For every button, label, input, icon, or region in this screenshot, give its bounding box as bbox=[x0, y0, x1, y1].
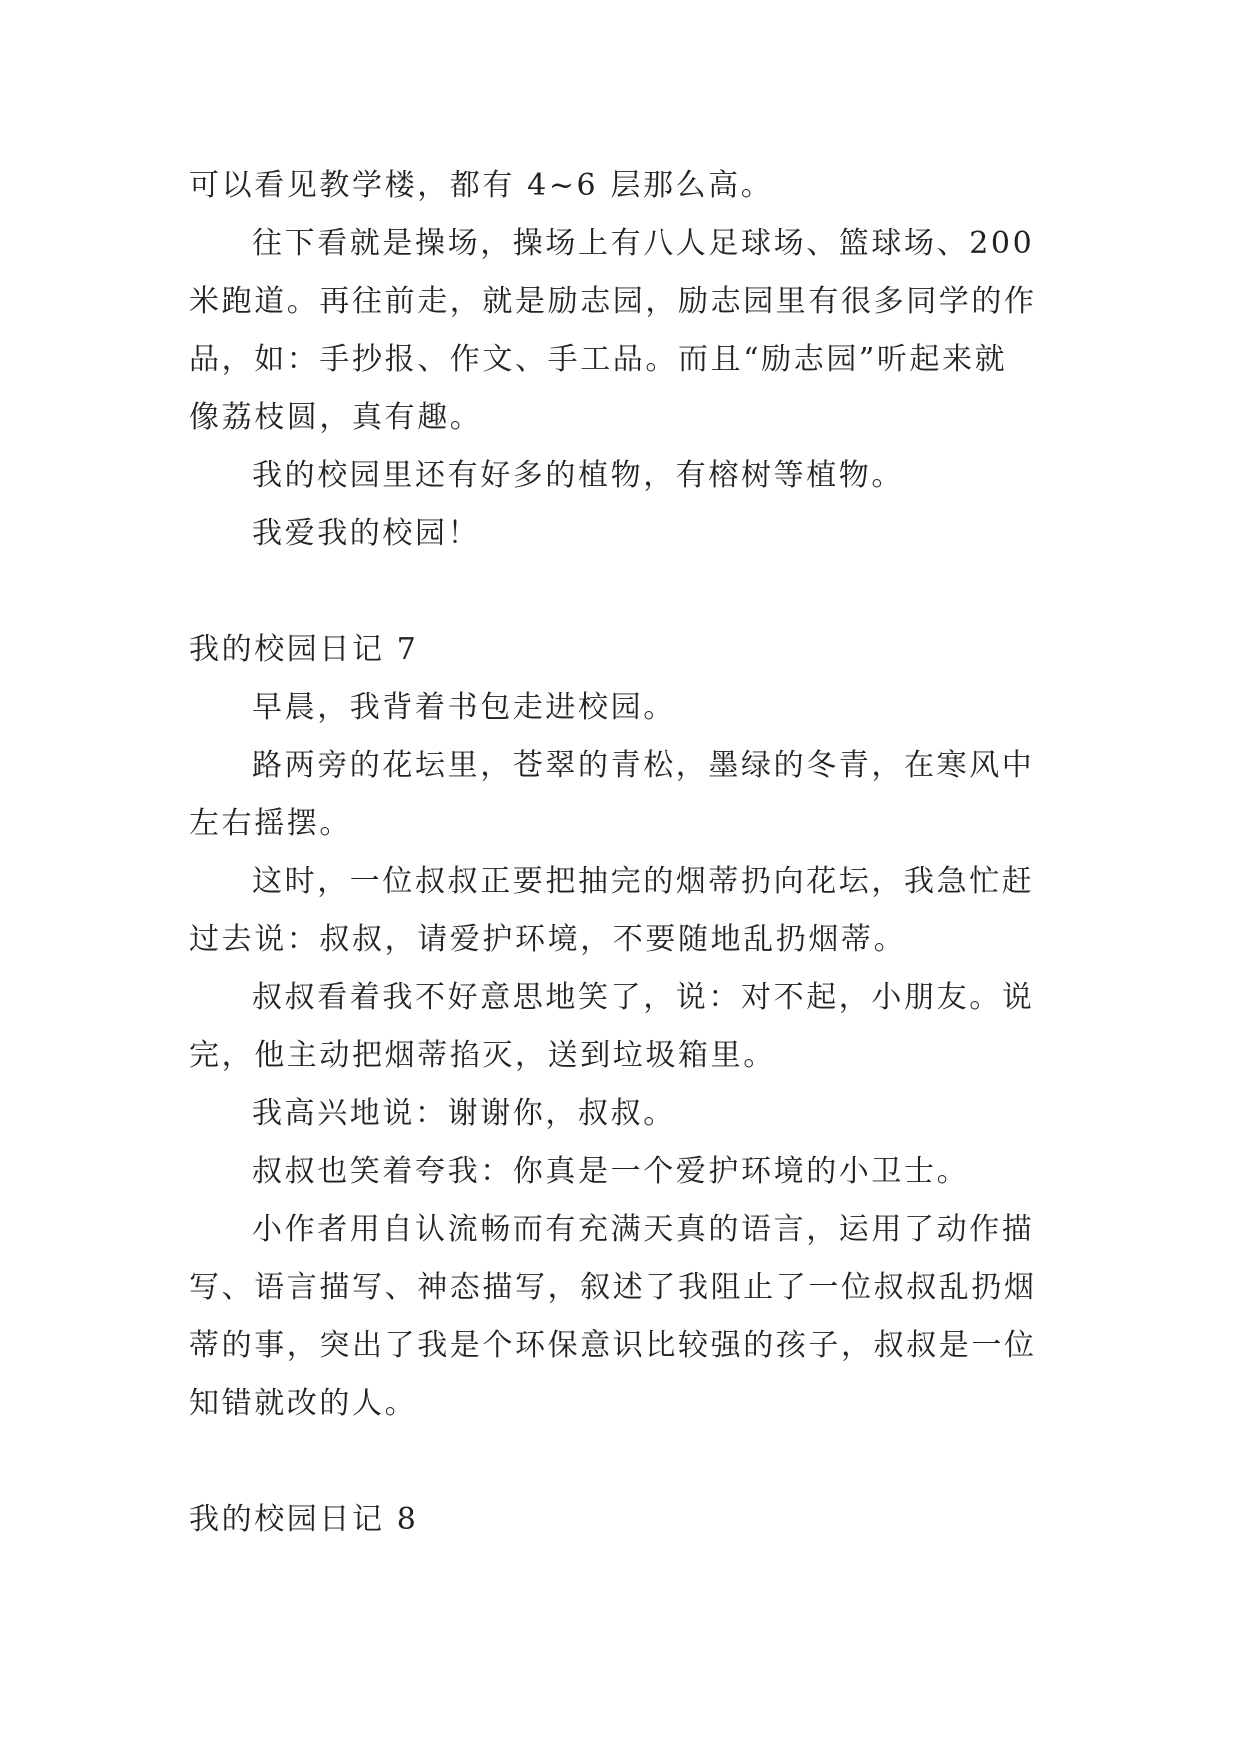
section-heading: 我的校园日记 8 bbox=[189, 1502, 419, 1537]
paragraph-line: 早晨，我背着书包走进校园。 bbox=[252, 690, 676, 725]
paragraph-line: 过去说：叔叔，请爱护环境，不要随地乱扔烟蒂。 bbox=[189, 922, 907, 957]
paragraph-line: 叔叔看着我不好意思地笑了，说：对不起，小朋友。说 bbox=[252, 980, 1035, 1015]
paragraph-line: 知错就改的人。 bbox=[189, 1386, 418, 1421]
paragraph-line: 往下看就是操场，操场上有八人足球场、篮球场、200 bbox=[252, 226, 1035, 261]
paragraph-line: 写、语言描写、神态描写，叙述了我阻止了一位叔叔乱扔烟 bbox=[189, 1270, 1037, 1305]
paragraph-line: 可以看见教学楼，都有 4~6 层那么高。 bbox=[189, 168, 774, 203]
paragraph-line: 路两旁的花坛里，苍翠的青松，墨绿的冬青，在寒风中 bbox=[252, 748, 1035, 783]
paragraph-line: 这时，一位叔叔正要把抽完的烟蒂扔向花坛，我急忙赶 bbox=[252, 864, 1035, 899]
paragraph-line: 品，如：手抄报、作文、手工品。而且“励志园”听起来就 bbox=[189, 342, 1008, 377]
paragraph-line: 我爱我的校园！ bbox=[252, 516, 481, 551]
paragraph-line: 像荔枝圆，真有趣。 bbox=[189, 400, 483, 435]
paragraph-line: 我的校园里还有好多的植物，有榕树等植物。 bbox=[252, 458, 904, 493]
paragraph-line: 我高兴地说：谢谢你，叔叔。 bbox=[252, 1096, 676, 1131]
paragraph-line: 完，他主动把烟蒂掐灭，送到垃圾箱里。 bbox=[189, 1038, 776, 1073]
paragraph-line: 左右摇摆。 bbox=[189, 806, 352, 841]
paragraph-line: 米跑道。再往前走，就是励志园，励志园里有很多同学的作 bbox=[189, 284, 1037, 319]
section-heading: 我的校园日记 7 bbox=[189, 632, 419, 667]
paragraph-line: 小作者用自认流畅而有充满天真的语言，运用了动作描 bbox=[252, 1212, 1035, 1247]
paragraph-line: 叔叔也笑着夸我：你真是一个爱护环境的小卫士。 bbox=[252, 1154, 970, 1189]
paragraph-line: 蒂的事，突出了我是个环保意识比较强的孩子，叔叔是一位 bbox=[189, 1328, 1037, 1363]
